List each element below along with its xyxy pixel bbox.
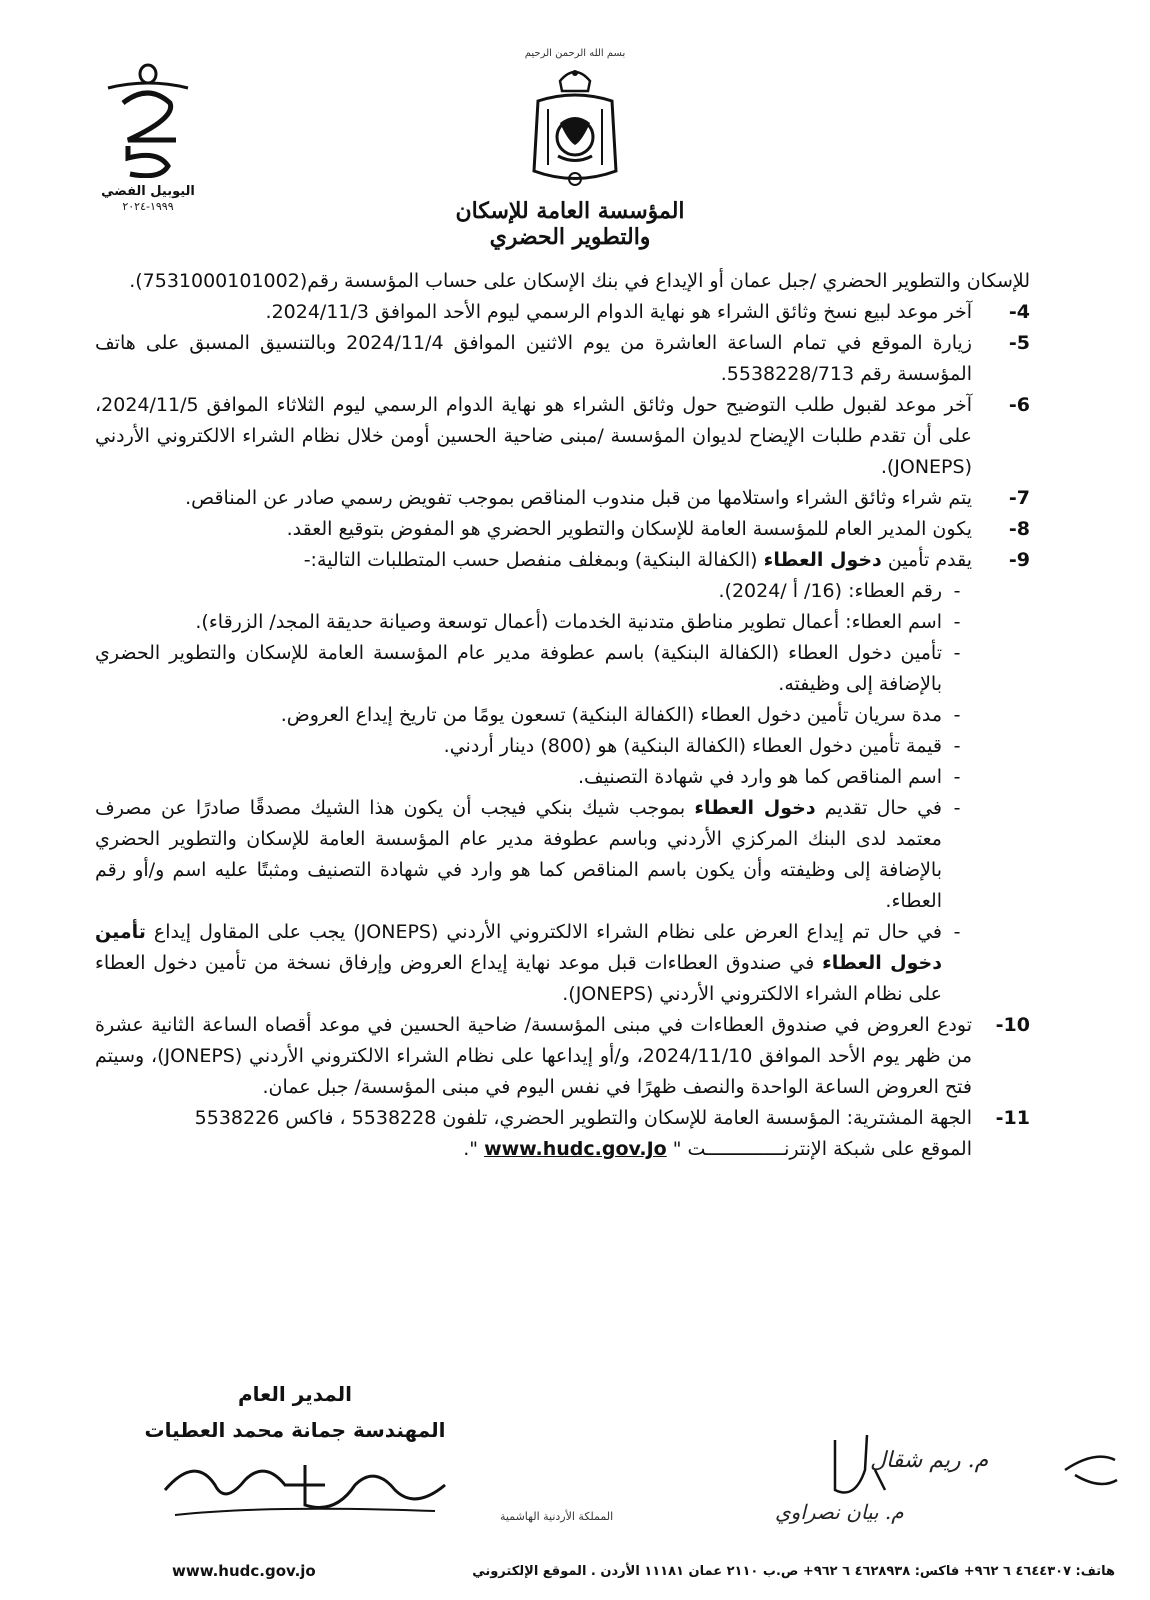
list-item <box>95 390 1030 483</box>
jubilee-years: ١٩٩٩-٢٠٢٤ <box>122 200 174 213</box>
dash-bullet-icon: - <box>953 735 961 757</box>
website-line <box>95 1134 972 1165</box>
document-body <box>95 266 1030 1165</box>
sub-text-bold: تأمين دخول العطاء <box>95 921 942 974</box>
item-number: -9 <box>1008 549 1030 571</box>
sub-item-text: قيمة تأمين دخول العطاء (الكفالة البنكية) هو (800) دينار أردني. <box>443 735 942 757</box>
footer-website-link[interactable]: www.hudc.gov.jo <box>172 1562 320 1580</box>
jubilee-caption: اليوبيل الفضي <box>101 184 195 199</box>
dash-bullet-icon: - <box>953 797 961 819</box>
dash-bullet-icon: - <box>953 611 961 633</box>
item-number: -4 <box>1008 301 1030 323</box>
sub-item-text <box>95 793 942 917</box>
item-text: يكون المدير العام للمؤسسة العامة للإسكان والتطوير الحضري هو المفوض بتوقيع العقد. <box>286 518 972 540</box>
sub-item-text: مدة سريان تأمين دخول العطاء (الكفالة البنكية) تسعون يومًا من تاريخ إيداع العروض. <box>280 704 942 726</box>
sub-item-cheque <box>95 793 972 917</box>
silver-jubilee-logo <box>78 58 218 213</box>
list-item <box>95 483 1030 514</box>
handwritten-signature <box>155 1445 455 1535</box>
item-number: -8 <box>1008 518 1030 540</box>
signature-block <box>130 1376 460 1448</box>
list-item-submission <box>95 1010 1030 1103</box>
organization-name: المؤسسة العامة للإسكان والتطوير الحضري <box>455 198 685 250</box>
footer-contact: هاتف: ٤٦٤٤٣٠٧ ٦ ٩٦٢+ فاكس: ٤٦٢٨٩٣٨ ٦ ٩٦٢+ ص.ب ٢١١٠ عمان ١١١٨١ الأردن . الموقع الإلكتروني <box>472 1564 1115 1579</box>
website-prefix: الموقع على شبكة الإنترنــــــــــــــت " <box>672 1138 972 1160</box>
purchaser-line: الجهة المشترية: المؤسسة العامة للإسكان والتطوير الحضري، تلفون 5538228 ، فاكس 5538226 <box>194 1107 972 1129</box>
sub-item-text: تأمين دخول العطاء (الكفالة البنكية) باسم عطوفة مدير عام المؤسسة العامة للإسكان والتطوير الحضري بالإضافة إلى وظيفته. <box>95 642 942 695</box>
item-number: -6 <box>1008 394 1030 416</box>
sub-text-bold: دخول العطاء <box>694 797 816 819</box>
sub-text-suffix: في صندوق العطاءات قبل موعد نهاية إيداع العروض وإرفاق نسخة من تأمين دخول العطاء على نظام الشراء الالكتروني الأردني (JONEPS). <box>95 952 942 1005</box>
item-text: تودع العروض في صندوق العطاءات في مبنى المؤسسة/ ضاحية الحسين في موعد أقصاه الساعة الثانية عشرة من ظهر يوم الأحد الموافق 2024/11/10، و/أو إيداعها على نظام الشراء الالكتروني الأردني (JONEPS)، وسيتم فتح العروض الساعة الواحدة والنصف ظهرًا في نفس اليوم في مبنى المؤسسة/ جبل عمان. <box>95 1014 972 1098</box>
coat-of-arms-icon <box>520 61 630 191</box>
item-number: -7 <box>1008 487 1030 509</box>
dash-bullet-icon: - <box>953 704 961 726</box>
letterhead <box>0 0 1150 250</box>
sub-item <box>95 762 972 793</box>
website-suffix: ". <box>463 1138 479 1160</box>
kingdom-label: المملكة الأردنية الهاشمية <box>500 1510 614 1523</box>
signatory-name: المهندسة جمانة محمد العطيات <box>144 1418 446 1442</box>
coat-of-arms <box>520 48 630 195</box>
sub-text-suffix: بموجب شيك بنكي فيجب أن يكون هذا الشيك مصدقًا صادرًا عن مصرف معتمد لدى البنك المركزي الأردني وباسم عطوفة مدير عام المؤسسة العامة للإسكان والتطوير الحضري بالإضافة إلى وظيفته وأن يكون باسم المناقص كما هو وارد في شهادة التصنيف ومثبتًا عليه اسم و/أو رقم العطاء. <box>95 797 942 912</box>
dash-bullet-icon: - <box>953 766 961 788</box>
item-text: زيارة الموقع في تمام الساعة العاشرة من يوم الاثنين الموافق 2024/11/4 وبالتنسيق المسبق على هاتف المؤسسة رقم 5538228/713. <box>95 332 972 385</box>
item-text-bold: دخول العطاء <box>763 549 882 571</box>
intro-paragraph: للإسكان والتطوير الحضري /جبل عمان أو الإيداع في بنك الإسكان على حساب المؤسسة رقم(7531000101002). <box>129 270 1030 292</box>
dash-bullet-icon: - <box>953 642 961 664</box>
sub-item <box>95 731 972 762</box>
sub-text-prefix: في حال تم إيداع العرض على نظام الشراء الالكتروني الأردني (JONEPS) يجب على المقاول إيداع <box>153 921 942 943</box>
dash-bullet-icon: - <box>953 921 961 943</box>
list-item-bid-bond <box>95 545 1030 576</box>
dash-bullet-icon: - <box>953 580 961 602</box>
sub-item-text: رقم العطاء: (16/ أ /2024). <box>718 580 942 602</box>
item-text-prefix: يقدم تأمين <box>887 549 972 571</box>
item-text: يتم شراء وثائق الشراء واستلامها من قبل مندوب المناقص بموجب تفويض رسمي صادر عن المناقص. <box>185 487 972 509</box>
item-text-suffix: (الكفالة البنكية) وبمغلف منفصل حسب المتطلبات التالية:- <box>303 549 758 571</box>
sub-item-text: اسم المناقص كما هو وارد في شهادة التصنيف. <box>577 766 942 788</box>
sub-item <box>95 576 972 607</box>
item-number: -5 <box>1008 332 1030 354</box>
list-item <box>95 328 1030 390</box>
handwritten-note: م. بيان نصراوي <box>775 1500 904 1524</box>
website-link[interactable]: www.hudc.gov.Jo <box>484 1138 667 1160</box>
signatory-title: المدير العام <box>237 1382 353 1406</box>
sub-item-joneps <box>95 917 972 1010</box>
item-number: -10 <box>995 1014 1030 1036</box>
handwritten-note: م. ريم شقال <box>870 1448 989 1473</box>
item-text <box>95 545 972 576</box>
jubilee-25-icon <box>88 58 208 178</box>
item-text: آخر موعد لقبول طلب التوضيح حول وثائق الشراء هو نهاية الدوام الرسمي ليوم الثلاثاء الموافق 2024/11/5، على أن تقدم طلبات الإيضاح لديوان المؤسسة /مبنى ضاحية الحسين أومن خلال نظام الشراء الالكتروني الأردني (JONEPS). <box>95 394 972 478</box>
item-number: -11 <box>995 1107 1030 1129</box>
sub-item-text <box>95 917 942 1010</box>
basmala: بسم الله الرحمن الرحيم <box>524 48 626 59</box>
list-item <box>95 297 1030 328</box>
handwritten-initials <box>825 1430 1125 1510</box>
sub-item <box>95 638 972 700</box>
item-text <box>95 1103 972 1165</box>
sub-item-text: اسم العطاء: أعمال تطوير مناطق متدنية الخدمات (أعمال توسعة وصيانة حديقة المجد/ الزرقاء). <box>195 611 942 633</box>
item-text: آخر موعد لبيع نسخ وثائق الشراء هو نهاية الدوام الرسمي ليوم الأحد الموافق 2024/11/3. <box>265 301 972 323</box>
list-item-purchaser <box>95 1103 1030 1165</box>
list-item <box>95 514 1030 545</box>
sub-item <box>95 607 972 638</box>
sub-item <box>95 700 972 731</box>
sub-text-prefix: في حال تقديم <box>824 797 942 819</box>
